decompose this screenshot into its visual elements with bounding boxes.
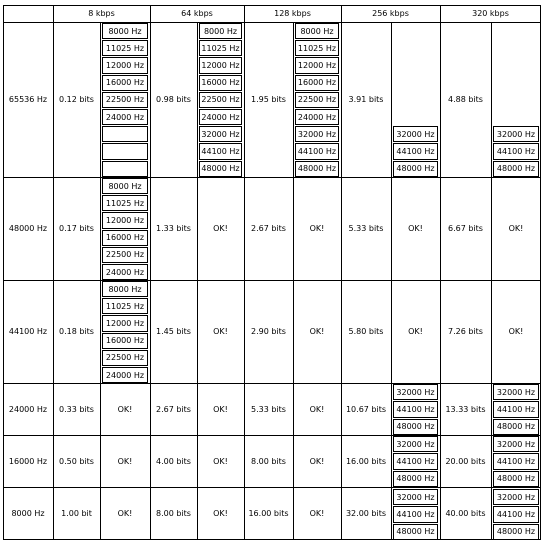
bits-cell: 0.50 bits — [59, 456, 94, 466]
frequency-cell: 11025 Hz — [102, 195, 148, 211]
frequency-cell: 12000 Hz — [295, 57, 339, 73]
frequency-cell: 12000 Hz — [199, 57, 242, 73]
frequency-cell: 16000 Hz — [295, 75, 339, 91]
frequency-cell: 48000 Hz — [493, 419, 539, 435]
frequency-cell: 44100 Hz — [393, 506, 438, 522]
ok-cell: OK! — [213, 224, 228, 233]
frequency-cell: 12000 Hz — [102, 212, 148, 228]
bits-cell: 0.98 bits — [156, 95, 191, 104]
frequency-cell: 44100 Hz — [493, 401, 539, 417]
column-divider — [391, 435, 392, 487]
ok-cell: OK! — [117, 404, 133, 414]
frequency-cell: 32000 Hz — [393, 384, 438, 400]
frequency-cell: 32000 Hz — [493, 436, 539, 452]
ok-cell: OK! — [309, 404, 325, 414]
bits-cell: 40.00 bits — [445, 509, 486, 518]
frequency-cell: 32000 Hz — [295, 126, 339, 142]
frequency-cell: 44100 Hz — [393, 143, 438, 159]
bits-cell: 0.33 bits — [59, 404, 94, 414]
ok-cell: OK! — [309, 224, 325, 233]
frequency-cell: 44100 Hz — [295, 143, 339, 159]
frequency-cell: 12000 Hz — [102, 315, 148, 331]
ok-cell: OK! — [408, 224, 423, 233]
ok-cell: OK! — [213, 456, 228, 466]
column-divider — [293, 22, 294, 177]
column-divider — [491, 22, 492, 177]
header-cell: 128 kbps — [274, 9, 311, 18]
column-divider — [100, 280, 101, 383]
header-divider — [244, 5, 245, 22]
bits-cell: 0.12 bits — [59, 95, 94, 104]
frequency-cell: 44100 Hz — [493, 506, 539, 522]
bits-cell: 13.33 bits — [445, 404, 486, 414]
frequency-cell: 32000 Hz — [393, 436, 438, 452]
frequency-cell: 24000 Hz — [295, 109, 339, 125]
frequency-cell: 32000 Hz — [493, 126, 539, 142]
frequency-cell: 8000 Hz — [295, 23, 339, 39]
bits-cell: 2.67 bits — [156, 404, 191, 414]
frequency-cell: 24000 Hz — [102, 367, 148, 383]
ok-cell: OK! — [309, 456, 325, 466]
frequency-cell: 44100 Hz — [199, 143, 242, 159]
frequency-cell: 44100 Hz — [493, 143, 539, 159]
frequency-cell: 16000 Hz — [199, 75, 242, 91]
frequency-cell: 22500 Hz — [102, 350, 148, 366]
bits-cell: 6.67 bits — [448, 224, 483, 233]
frequency-cell: 8000 Hz — [102, 281, 148, 297]
frequency-cell: 32000 Hz — [393, 489, 438, 505]
bits-cell: 5.33 bits — [348, 224, 384, 233]
bits-cell: 1.33 bits — [156, 224, 191, 233]
header-cell: 320 kbps — [472, 9, 509, 18]
bits-cell: 10.67 bits — [345, 404, 387, 414]
bits-cell: 2.67 bits — [251, 224, 286, 233]
ok-cell: OK! — [309, 327, 325, 336]
header-divider — [150, 5, 151, 22]
frequency-cell: 24000 Hz — [102, 264, 148, 280]
bits-cell: 5.80 bits — [348, 327, 384, 336]
bits-cell: 5.33 bits — [251, 404, 286, 414]
frequency-cell: 32000 Hz — [393, 126, 438, 142]
frequency-cell: 16000 Hz — [102, 230, 148, 246]
column-divider — [491, 435, 492, 487]
bitrate-sample-rate-table — [3, 5, 541, 540]
frequency-cell: 48000 Hz — [493, 524, 539, 540]
frequency-cell: 44100 Hz — [393, 453, 438, 469]
column-divider — [391, 383, 392, 435]
bits-cell: 1.00 bit — [61, 509, 92, 518]
sample-rate-cell: 24000 Hz — [8, 404, 48, 414]
ok-cell: OK! — [508, 224, 524, 233]
column-divider — [391, 22, 392, 177]
frequency-cell: 24000 Hz — [102, 109, 148, 125]
frequency-cell: 22500 Hz — [102, 92, 148, 108]
frequency-cell: 44100 Hz — [393, 401, 438, 417]
frequency-cell: 8000 Hz — [102, 178, 148, 194]
bits-cell: 8.00 bits — [251, 456, 286, 466]
frequency-cell: 48000 Hz — [393, 524, 438, 540]
frequency-cell: 11025 Hz — [102, 40, 148, 56]
column-divider — [100, 22, 101, 177]
frequency-cell: 12000 Hz — [102, 57, 148, 73]
bits-cell: 20.00 bits — [445, 456, 486, 466]
frequency-cell: 16000 Hz — [102, 75, 148, 91]
ok-cell: OK! — [213, 327, 228, 336]
frequency-cell: 48000 Hz — [295, 161, 339, 177]
frequency-cell: 48000 Hz — [393, 419, 438, 435]
frequency-cell — [102, 161, 148, 177]
ok-cell: OK! — [408, 327, 423, 336]
ok-cell: OK! — [213, 509, 228, 518]
frequency-cell: 48000 Hz — [493, 161, 539, 177]
sample-rate-cell: 8000 Hz — [11, 509, 45, 518]
frequency-cell: 32000 Hz — [493, 489, 539, 505]
bits-cell: 1.45 bits — [156, 327, 191, 336]
ok-cell: OK! — [213, 404, 228, 414]
sample-rate-cell: 65536 Hz — [8, 95, 48, 104]
bits-cell: 4.88 bits — [448, 95, 483, 104]
bits-cell: 16.00 bits — [248, 509, 289, 518]
frequency-cell: 8000 Hz — [102, 23, 148, 39]
frequency-cell: 48000 Hz — [493, 471, 539, 487]
column-divider — [491, 487, 492, 540]
bits-cell: 0.17 bits — [59, 224, 94, 233]
frequency-cell: 11025 Hz — [199, 40, 242, 56]
header-cell: 64 kbps — [181, 9, 213, 18]
sample-rate-cell: 16000 Hz — [8, 456, 48, 466]
column-divider — [491, 383, 492, 435]
frequency-cell: 8000 Hz — [199, 23, 242, 39]
frequency-cell — [102, 126, 148, 142]
bits-cell: 32.00 bits — [345, 509, 387, 518]
bits-cell: 0.18 bits — [59, 327, 94, 336]
bits-cell: 16.00 bits — [345, 456, 387, 466]
frequency-cell — [102, 143, 148, 159]
header-divider — [53, 5, 54, 22]
header-cell: 256 kbps — [372, 9, 409, 18]
frequency-cell: 22500 Hz — [199, 92, 242, 108]
ok-cell: OK! — [508, 327, 524, 336]
header-cell: 8 kbps — [88, 9, 115, 18]
column-divider — [100, 177, 101, 280]
ok-cell: OK! — [117, 509, 133, 518]
frequency-cell: 48000 Hz — [393, 161, 438, 177]
frequency-cell: 48000 Hz — [393, 471, 438, 487]
bits-cell: 1.95 bits — [251, 95, 286, 104]
ok-cell: OK! — [117, 456, 133, 466]
column-divider — [197, 22, 198, 177]
header-divider — [341, 5, 342, 22]
bits-cell: 3.91 bits — [348, 95, 384, 104]
frequency-cell: 22500 Hz — [295, 92, 339, 108]
header-divider — [440, 5, 441, 22]
column-divider — [391, 487, 392, 540]
frequency-cell: 32000 Hz — [493, 384, 539, 400]
bits-cell: 7.26 bits — [448, 327, 483, 336]
frequency-cell: 24000 Hz — [199, 109, 242, 125]
bits-cell: 8.00 bits — [156, 509, 191, 518]
frequency-cell: 11025 Hz — [295, 40, 339, 56]
sample-rate-cell: 48000 Hz — [8, 224, 48, 233]
frequency-cell: 48000 Hz — [199, 161, 242, 177]
bits-cell: 2.90 bits — [251, 327, 286, 336]
frequency-cell: 44100 Hz — [493, 453, 539, 469]
frequency-cell: 22500 Hz — [102, 247, 148, 263]
frequency-cell: 32000 Hz — [199, 126, 242, 142]
frequency-cell: 16000 Hz — [102, 333, 148, 349]
sample-rate-cell: 44100 Hz — [8, 327, 48, 336]
bits-cell: 4.00 bits — [156, 456, 191, 466]
ok-cell: OK! — [309, 509, 325, 518]
frequency-cell: 11025 Hz — [102, 298, 148, 314]
